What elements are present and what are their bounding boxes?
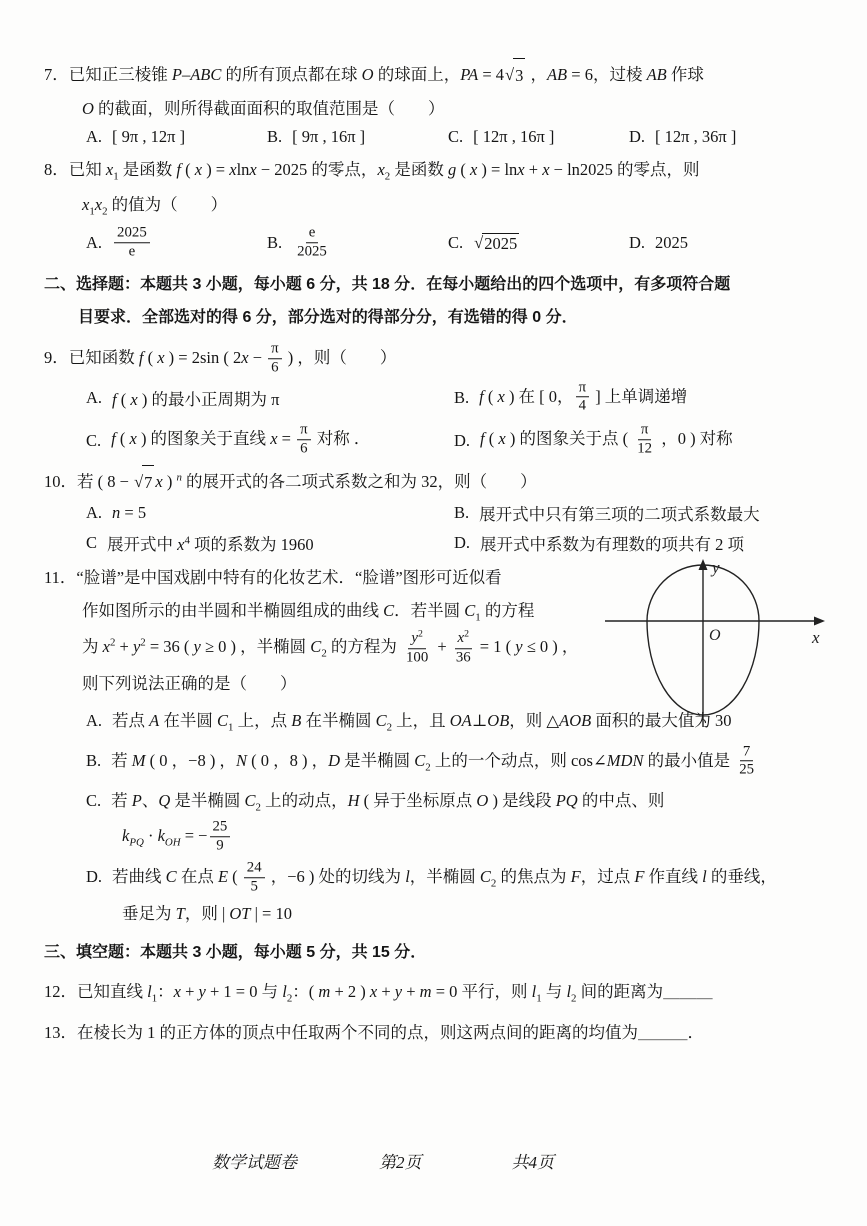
- option-text: 若 P、Q 是半椭圆 $C_2$ 上的动点，H ( 异于坐标原点 O ) 是线段 PQ 的中点、则: [111, 791, 665, 814]
- question-10-option-b: [454, 501, 841, 525]
- question-9-options: [44, 380, 841, 459]
- option-label: C: [86, 532, 98, 552]
- option-text-continued: 垂足为 T，则 | OT | = 10: [122, 903, 292, 923]
- option-text: 若曲线 C 在点 E ( $\frac{24}{5}$ ，−6 ) 处的切线为 l，半椭圆 $C_2$ 的焦点为 F，过点 F 作直线 l 的垂线，: [112, 859, 777, 894]
- option-text: f ( x ) 的图象关于点 ( $\frac{\pi}{12}$ ，0 ) 对称: [480, 421, 733, 457]
- question-7-options: [44, 127, 841, 147]
- question-12-text-line-1: 12．已知直线 $l_1$：x + y + 1 = 0 与 $l_2$：( m + 2 ) x + y + m = 0 平行，则 $l_1$ 与 $l_2$ 间的距离为＿＿＿: [44, 982, 713, 1005]
- question-11-option-c: [44, 784, 841, 856]
- origin-label: O: [709, 626, 721, 644]
- question-11-option-d: [44, 860, 841, 930]
- option-label: C.: [448, 127, 464, 146]
- option-text: 展开式中系数为有理数的项共有 2 项: [480, 534, 745, 554]
- x-axis-label: x: [812, 627, 820, 647]
- question-8-options: [44, 225, 841, 262]
- option-label: C.: [86, 430, 102, 450]
- option-label: A.: [86, 233, 103, 253]
- option-label: A.: [86, 387, 103, 407]
- option-label: C.: [448, 233, 464, 253]
- option-text: 展开式中只有第三项的二项式系数最大: [479, 504, 760, 524]
- option-label: B.: [86, 750, 102, 770]
- option-text: f ( x ) 在 [ 0， $\frac{\pi}{4}$ ] 上单调递增: [479, 378, 688, 414]
- question-7: [44, 58, 841, 147]
- option-text: 2025: [655, 233, 689, 253]
- question-9-text-line-1: 9．已知函数 f ( x ) = 2sin ( 2x − $\frac{\pi}{6}$ ) ，则（ ）: [44, 340, 397, 376]
- option-label: A.: [86, 502, 103, 522]
- option-text: f ( x ) 的最小正周期为 π: [112, 389, 280, 409]
- question-10-option-a: [86, 501, 454, 525]
- question-12: [44, 975, 841, 1010]
- question-8: [44, 153, 841, 262]
- option-label: C.: [86, 791, 102, 811]
- question-7-text-line-2: O 的截面，则所得截面面积的取值范围是（ ）: [82, 99, 445, 118]
- option-label: B.: [454, 387, 470, 407]
- option-text: 若 M ( 0 ，−8 ) ，N ( 0 ，8 ) ，D 是半椭圆 $C_2$ 上的一个动点，则 cos∠MDN 的最小值是 $\frac{7}{25}$: [111, 742, 755, 778]
- option-text: n = 5: [112, 502, 147, 522]
- question-10-option-d: [454, 531, 841, 555]
- question-7-option-a: [86, 127, 267, 147]
- question-10-options: [44, 501, 841, 555]
- question-13-text-line-1: 13．在棱长为 1 的正方体的顶点中任取两个不同的点，则这两点间的距离的均值为＿＿＿．: [44, 1023, 704, 1043]
- footer-page-number: 第2页: [379, 1153, 422, 1172]
- option-text: 展开式中 $x^4$ 项的系数为 1960: [107, 534, 314, 554]
- question-8-text-line-2: $x_1x_2$ 的值为（ ）: [82, 195, 228, 218]
- question-13: [44, 1016, 841, 1049]
- option-label: B.: [267, 127, 283, 146]
- question-10-option-c: [86, 531, 454, 555]
- question-8-text-line-1: 8．已知 $x_1$ 是函数 f ( x ) = xlnx − 2025 的零点，$x_2$ 是函数 g ( x ) = lnx + x − ln2025 的零点，则: [44, 160, 700, 183]
- question-8-option-d: [629, 233, 688, 253]
- option-text: 若点 A 在半圆 $C_1$ 上，点 B 在半椭圆 $C_2$ 上，且 OA⊥OB，则 △AOB 面积的最大值为 30: [112, 711, 732, 734]
- question-7-text-line-1: 7．已知正三棱锥 P–ABC 的所有顶点都在球 O 的球面上，PA = 4 √ 3 ，AB = 6，过棱 AB 作球: [44, 58, 841, 92]
- question-9: [44, 341, 841, 459]
- section-2-header-line-1: 二、选择题：本题共 3 小题，每小题 6 分，共 18 分．在每小题给出的四个选项中，有多项符合题: [44, 275, 731, 293]
- question-8-option-a: [86, 225, 267, 262]
- question-8-option-b: [267, 225, 448, 262]
- section-3-header: [44, 936, 841, 970]
- question-11-text-line-4: 则下列说法正确的是（ ）: [82, 674, 297, 694]
- face-curve-figure: [585, 557, 837, 737]
- option-text-continued: $k_{PQ} \cdot k_{OH}$ = − $\frac{25}{9}$: [86, 819, 841, 856]
- section-2-header: [44, 268, 841, 335]
- question-9-option-c: [86, 422, 454, 459]
- page-footer: [0, 1148, 867, 1173]
- question-9-option-b: [454, 380, 841, 417]
- option-text: f ( x ) 的图象关于直线 x = $\frac{\pi}{6}$ 对称 ．: [111, 421, 371, 457]
- x-axis-arrow: [814, 616, 825, 625]
- question-8-option-c: [448, 233, 629, 254]
- question-11-text: [44, 561, 616, 701]
- section-3-header-line-1: 三、填空题：本题共 3 小题，每小题 5 分，共 15 分．: [44, 943, 427, 961]
- y-axis-label: y: [712, 557, 720, 577]
- option-text: [ 9π , 16π ]: [292, 127, 366, 146]
- question-9-option-a: [86, 380, 454, 417]
- option-label: D.: [629, 233, 646, 253]
- option-label: D.: [454, 430, 471, 450]
- question-10-text-line-1: 10．若 ( 8 − √ 7 x ) $^n$ 的展开式的各二项式系数之和为 32，则（ ）: [44, 465, 841, 499]
- question-11-text-line-2: 作如图所示的由半圆和半椭圆组成的曲线 C．若半圆 $C_1$ 的方程: [82, 600, 535, 624]
- option-text: [ 9π , 12π ]: [112, 127, 186, 146]
- option-text: [ 12π , 36π ]: [655, 127, 737, 146]
- question-11-option-b: [44, 744, 841, 781]
- option-text: $\frac{e}{2025}$: [297, 224, 327, 260]
- option-label: A.: [86, 127, 103, 146]
- question-11-text-line-3: 为 $x^2 + y^2 = 36$ ( y ≥ 0 ) ，半椭圆 $C_2$ 的方程为 $\frac{y^2}{100}$ + $\frac{x^2}{36}$ = 1 ( y ≤ 0 ) ，: [82, 628, 579, 665]
- option-label: D.: [454, 532, 471, 552]
- question-9-option-d: [454, 422, 841, 459]
- footer-total-pages: 共4页: [511, 1153, 554, 1172]
- section-2-header-line-2: 目要求．全部选对的得 6 分，部分选对的得部分分，有选错的得 0 分．: [78, 309, 578, 327]
- question-7-option-c: [448, 127, 629, 147]
- option-text: $\frac{2025}{e}$: [112, 225, 152, 262]
- option-text: [ 12π , 16π ]: [473, 127, 555, 146]
- question-11: [44, 557, 841, 930]
- option-text: √ 2025: [474, 232, 518, 253]
- option-label: A.: [86, 711, 103, 731]
- question-7-option-b: [267, 127, 448, 147]
- question-7-option-d: [629, 127, 736, 147]
- question-10: [44, 465, 841, 555]
- option-label: D.: [86, 866, 103, 886]
- option-label: D.: [629, 127, 646, 146]
- option-label: B.: [267, 233, 283, 253]
- footer-document-title: 数学试题卷: [212, 1153, 297, 1172]
- option-label: B.: [454, 502, 470, 522]
- question-11-text-line-1: 11．“脸谱”是中国戏剧中特有的化妆艺术．“脸谱”图形可近似看: [44, 567, 502, 587]
